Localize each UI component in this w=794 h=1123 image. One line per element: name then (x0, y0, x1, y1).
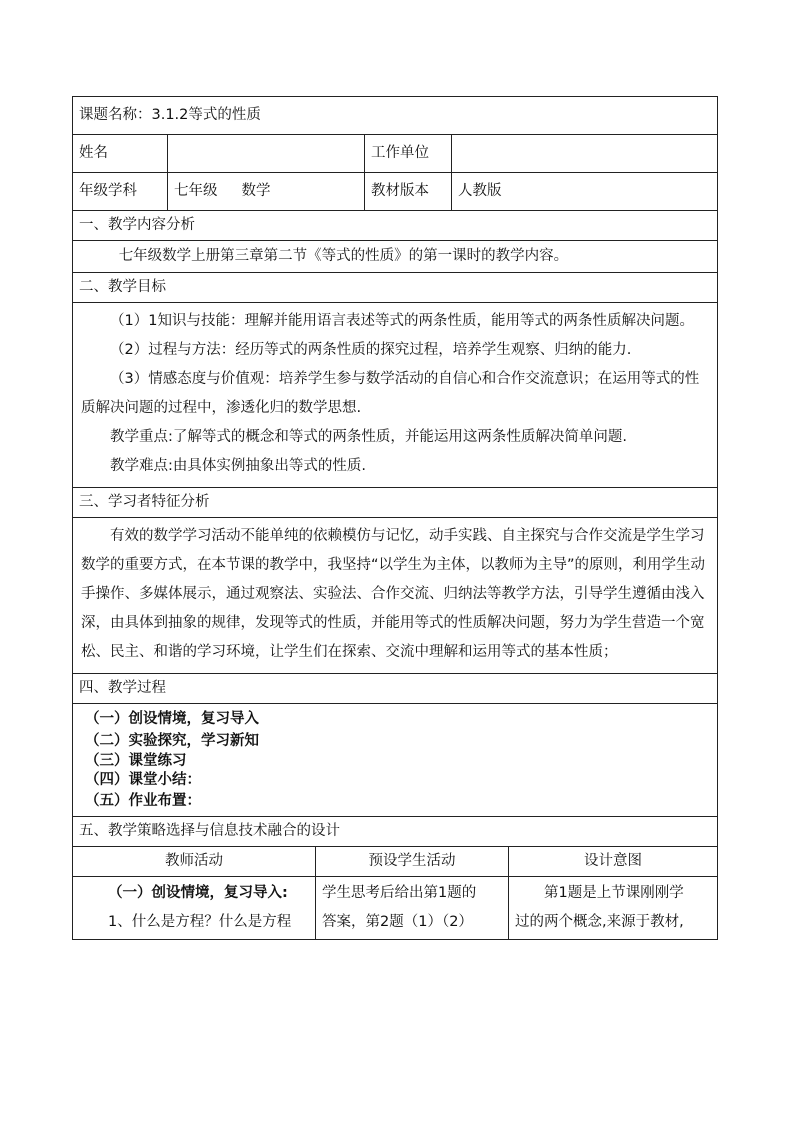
unit-label: 工作单位 (365, 135, 452, 173)
objectives-block (73, 303, 718, 488)
student-activity-cell (316, 877, 509, 940)
section-process-title: 四、教学过程 (73, 674, 718, 704)
design-intent-text-1: 第1题是上节课刚刚学 (544, 885, 684, 901)
teacher-activity-text: 1、什么是方程？什么是方程 (108, 914, 292, 930)
grade-value (168, 173, 365, 211)
student-activity-text-2: 答案，第2题（1）（2） (322, 914, 473, 930)
section-learner-analysis-title: 三、学习者特征分析 (73, 488, 718, 518)
col-header-teacher: 教师活动 (73, 847, 316, 877)
lesson-title: 课题名称：3.1.2等式的性质 (73, 97, 718, 135)
unit-value (452, 135, 718, 173)
process-item: （一）创设情境，复习导入 (85, 711, 259, 727)
process-item: （五）作业布置： (85, 793, 201, 809)
teacher-activity-heading: （一）创设情境，复习导入: (108, 885, 288, 901)
process-item: （三）课堂练习 (85, 753, 187, 769)
lesson-plan-table (72, 96, 718, 847)
difficult-point: 教学难点:由具体实例抽象出等式的性质. (110, 458, 366, 474)
design-table (72, 846, 718, 940)
name-label: 姓名 (73, 135, 168, 173)
student-activity-text-1: 学生思考后给出第1题的 (322, 885, 477, 901)
section-content-analysis-title: 一、教学内容分析 (73, 211, 718, 241)
section-strategy-title: 五、教学策略选择与信息技术融合的设计 (73, 817, 718, 847)
grade-value-grade: 七年级 (174, 182, 218, 199)
key-point: 教学重点:了解等式的概念和等式的两条性质，并能运用这两条性质解决简单问题. (110, 429, 627, 445)
objective-attitude: （3）情感态度与价值观：培养学生参与数学活动的自信心和合作交流意识；在运用等式的性质解决问题的过程中，渗透化归的数学思想. (81, 371, 700, 416)
grade-label: 年级学科 (73, 173, 168, 211)
textbook-value: 人教版 (452, 173, 718, 211)
teacher-activity-cell (73, 877, 316, 940)
grade-value-subject: 数学 (241, 182, 271, 199)
process-list (73, 704, 718, 817)
process-item: （二）实验探究，学习新知 (85, 733, 259, 749)
name-value (168, 135, 365, 173)
design-intent-cell (509, 877, 718, 940)
content-analysis-text: 七年级数学上册第三章第二节《等式的性质》的第一课时的教学内容。 (118, 248, 569, 264)
process-item: （四）课堂小结： (85, 772, 201, 788)
learner-analysis-text: 有效的数学学习活动不能单纯的依赖模仿与记忆，动手实践、自主探究与合作交流是学生学习数学的重要方式，在本节课的教学中，我坚持“以学生为主体，以教师为主导”的原则，利用学生动手操作、多媒体展示，通过观察法、实验法、合作交流、归纳法等教学方法，引导学生遵循由浅入深，由具体到抽象的规律，发现等式的性质，并能用等式的性质解决问题，努力为学生营造一个宽松、民主、和谐的学习环境，让学生们在探索、交流中理解和运用等式的基本性质； (81, 528, 706, 660)
textbook-label: 教材版本 (365, 173, 452, 211)
lesson-plan (72, 96, 717, 940)
section-objectives-title: 二、教学目标 (73, 273, 718, 303)
objective-process: （2）过程与方法：经历等式的两条性质的探究过程，培养学生观察、归纳的能力. (110, 342, 632, 358)
col-header-student: 预设学生活动 (316, 847, 509, 877)
objective-knowledge: （1）1知识与技能：理解并能用语言表述等式的两条性质，能用等式的两条性质解决问题。 (110, 313, 694, 329)
design-intent-text-2: 过的两个概念,来源于教材, (515, 914, 684, 930)
col-header-intent: 设计意图 (509, 847, 718, 877)
